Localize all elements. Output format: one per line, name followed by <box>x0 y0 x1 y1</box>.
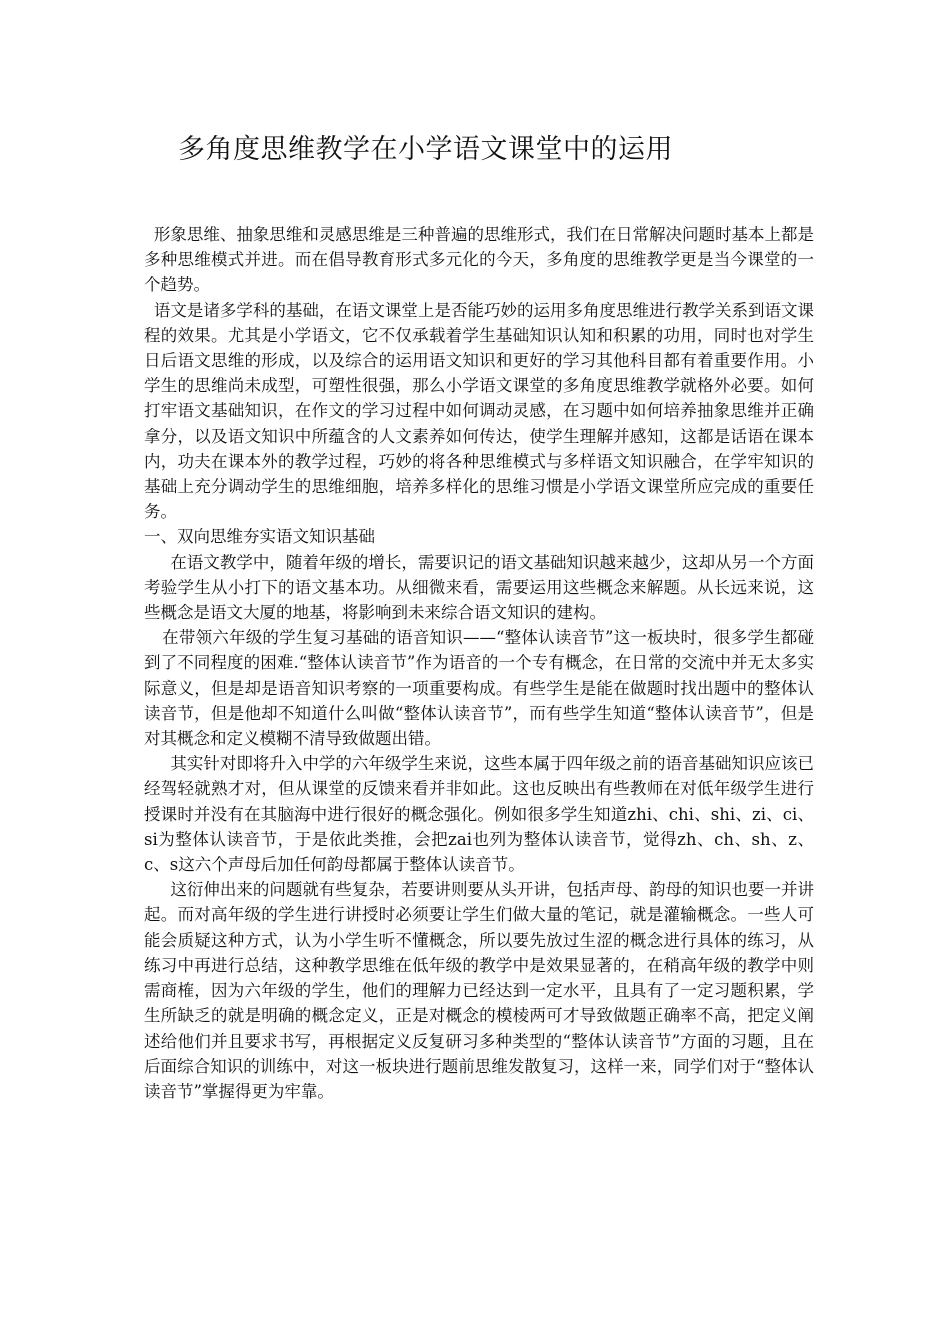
section-heading-1: 一、双向思维夯实语文知识基础 <box>144 527 375 547</box>
paragraph-section1-example: 在带领六年级的学生复习基础的语音知识——“整体认读音节”这一板块时，很多学生都碰到了不同程度的困难.“整体认读音节”作为语音的一个专有概念，在日常的交流中并无太多实际意义，但是却是语音知识考察的一项重要构成。有些学生是能在做题时找出题中的整体认读音节，但是他却不知道什么叫做“整体认读音节”，而有些学生知道“整体认读音节”，但是对其概念和定义模糊不清导致做题出错。 <box>144 628 814 749</box>
paragraph-importance: 语文是诸多学科的基础，在语文课堂上是否能巧妙的运用多角度思维进行教学关系到语文课程的效果。尤其是小学语文，它不仅承载着学生基础知识认知和积累的功用，同时也对学生日后语文思维的形成，以及综合的运用语文知识和更好的学习其他科目都有着重要作用。小学生的思维尚未成型，可塑性很强，那么小学语文课堂的多角度思维教学就格外必要。如何打牢语文基础知识，在作文的学习过程中如何调动灵感，在习题中如何培养抽象思维并正确拿分，以及语文知识中所蕴含的人文素养如何传达，使学生理解并感知，这都是话语在课本内，功夫在课本外的教学过程，巧妙的将各种思维模式与多样语文知识融合，在学牢知识的基础上充分调动学生的思维细胞，培养多样化的思维习惯是小学语文课堂所应完成的重要任务。 <box>144 300 814 522</box>
document-body <box>144 222 814 1104</box>
paragraph-section1-method: 这衍伸出来的问题就有些复杂，若要讲则要从头开讲，包括声母、韵母的知识也要一并讲起。而对高年级的学生进行讲授时必须要让学生们做大量的笔记，就是灌输概念。一些人可能会质疑这种方式，认为小学生听不懂概念，所以要先放过生涩的概念进行具体的练习，从练习中再进行总结，这种教学思维在低年级的教学中是效果显著的，在稍高年级的教学中则需商榷，因为六年级的学生，他们的理解力已经达到一定水平，且具有了一定习题积累，学生所缺乏的就是明确的概念定义，正是对概念的模棱两可才导致做题正确率不高，把定义阐述给他们并且要求书写，再根据定义反复研习多种类型的“整体认读音节”方面的习题，且在后面综合知识的训练中，对这一板块进行题前思维发散复习，这样一来，同学们对于“整体认读音节”掌握得更为牢靠。 <box>144 880 814 1101</box>
paragraph-section1-intro: 在语文教学中，随着年级的增长，需要识记的语文基础知识越来越少，这却从另一个方面考验学生从小打下的语文基本功。从细微来看，需要运用这些概念来解题。从长远来说，这些概念是语文大厦的地基，将影响到未来综合语文知识的建构。 <box>144 552 814 623</box>
paragraph-section1-analysis: 其实针对即将升入中学的六年级学生来说，这些本属于四年级之前的语音基础知识应该已经驾轻就熟才对，但从课堂的反馈来看并非如此。这也反映出有些教师在对低年级学生进行授课时并没有在其脑海中进行很好的概念强化。例如很多学生知道zhi、chi、shi、zi、ci、si为整体认读音节，于是依此类推，会把zai也列为整体认读音节，觉得zh、ch、sh、z、c、s这六个声母后加任何韵母都属于整体认读音节。 <box>144 754 814 875</box>
document-title: 多角度思维教学在小学语文课堂中的运用 <box>178 134 673 165</box>
paragraph-intro: 形象思维、抽象思维和灵感思维是三种普遍的思维形式，我们在日常解决问题时基本上都是多种思维模式并进。而在倡导教育形式多元化的今天，多角度的思维教学更是当今课堂的一个趋势。 <box>144 225 814 295</box>
